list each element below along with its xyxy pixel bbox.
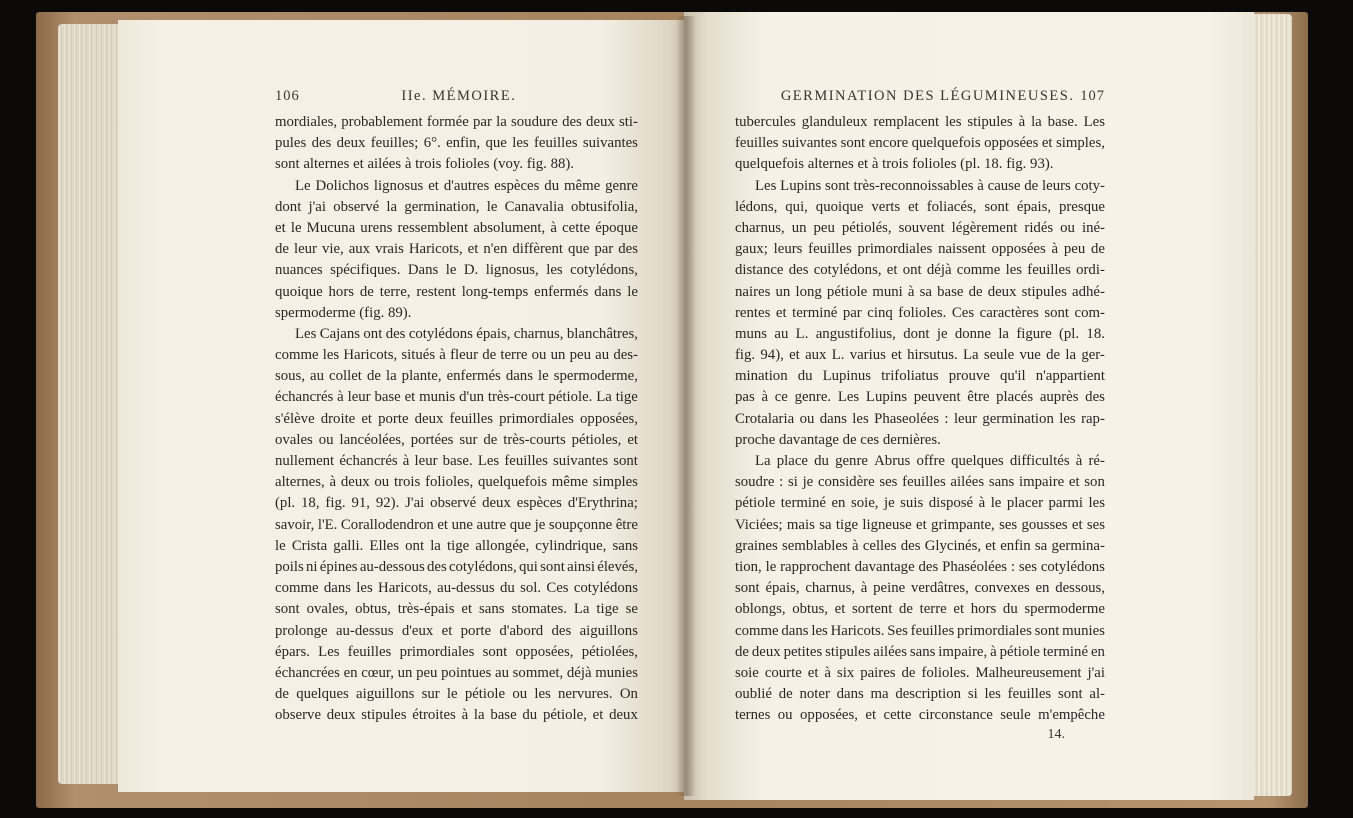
text-line: Les Cajans ont des cotylédons épais, charnus, blanchâtres, — [295, 325, 638, 342]
text-line: et le Mucuna urens ressemblent absolument, à cette époque — [275, 219, 638, 236]
text-line: La place du genre Abrus offre quelques difficultés à ré- — [755, 453, 1105, 469]
text-line: ternes ou opposées, et cette circonstance seule m'empêche — [735, 707, 1105, 724]
text-line: alternes, à deux ou trois folioles, quelquefois même simples — [275, 474, 638, 491]
signature-mark: 14. — [1047, 727, 1065, 743]
right-page-body — [735, 112, 1105, 726]
text-line: Crotalaria ou dans les Phaseolées : leur germination les rap- — [735, 410, 1105, 427]
right-page-header — [735, 88, 1105, 110]
text-line: tubercules glanduleux remplacent les stipules à la base. Les — [735, 114, 1105, 130]
text-line: Les Lupins sont très-reconnoissables à cause de leurs coty- — [755, 177, 1105, 194]
text-line: comme les Haricots, situés à fleur de terre ou un peu au des- — [275, 347, 638, 364]
text-line: oblongs, obtus, et sortent de terre et hors du spermoderme — [735, 601, 1105, 618]
running-title: GERMINATION DES LÉGUMINEUSES. — [780, 88, 1075, 104]
text-line: pas à ce genre. Les Lupins peuvent être placés auprès des — [735, 389, 1105, 406]
text-line: dont j'ai observé la germination, le Canavalia obtusifolia, — [275, 198, 638, 215]
text-line: lédons, qui, quoique verts et foliacés, sont épais, presque — [735, 198, 1105, 215]
text-line: spermoderme (fig. 89). — [275, 304, 412, 321]
text-line: poils ni épines au-dessous des cotylédons, qui sont ainsi élevés, — [275, 558, 638, 575]
text-line: comme dans les Haricots. Ses feuilles primordiales sont munies — [735, 622, 1105, 639]
text-line: savoir, l'E. Corallodendron et une autre que je soupçonne être — [275, 516, 638, 533]
text-line: quelquefois alternes et à trois folioles (pl. 18. fig. 93). — [735, 156, 1054, 173]
text-line: oublié de noter dans ma description si les feuilles sont al- — [735, 686, 1105, 703]
text-line: graines semblables à celles des Glycinés, et enfin sa germina- — [735, 537, 1105, 554]
text-line: (pl. 18, fig. 91, 92). J'ai observé deux espèces d'Erythrina; — [275, 495, 638, 512]
text-line: de deux petites stipules ailées sans impaire, à pétiole terminé en — [735, 643, 1105, 660]
text-line: de leur vie, aux vrais Haricots, et n'en diffèrent que par des — [275, 241, 638, 258]
page-edges-right — [1248, 14, 1292, 796]
text-line: quoique hors de terre, restent long-temps enfermés dans le — [275, 283, 638, 300]
text-line: le Crista galli. Elles ont la tige allongée, cylindrique, sans — [275, 537, 638, 554]
text-line: muns au L. angustifolius, dont je donne la figure (pl. 18. — [735, 325, 1105, 342]
text-line: comme dans les Haricots, au-dessus du sol. Ces cotylédons — [275, 580, 638, 597]
text-line: charnus, un peu pétiolés, souvent légèrement ridés ou iné- — [735, 219, 1105, 236]
text-line: proche davantage de ces dernières. — [735, 431, 941, 448]
text-line: nuances spécifiques. Dans le D. lignosus, les cotylédons, — [275, 262, 638, 279]
text-line: Viciées; mais sa tige ligneuse et grimpante, ses gousses et ses — [735, 516, 1105, 533]
text-line: échancrés à leur base et munis d'un très-court pétiole. La tige — [275, 389, 638, 406]
text-line: gaux; leurs feuilles primordiales naissent opposées à peu de — [735, 241, 1105, 258]
text-line: mordiales, probablement formée par la soudure des deux sti- — [275, 114, 638, 130]
text-line: pétiole terminé en soie, je suis disposé à le placer parmi les — [735, 495, 1105, 512]
left-page-header — [275, 88, 638, 110]
text-line: mination du Lupinus trifoliatus prouve qu'il n'appartient — [735, 368, 1105, 385]
text-line: feuilles suivantes sont encore quelquefois opposées et simples, — [735, 135, 1105, 152]
text-line: observe deux stipules étroites à la base du pétiole, et deux — [275, 707, 638, 724]
text-line: sont épais, charnus, à peine verdâtres, convexes en dessous, — [735, 580, 1105, 597]
text-line: prolonge au-dessus d'eux et porte d'abord des aiguillons — [275, 622, 638, 639]
text-line: Le Dolichos lignosus et d'autres espèces du même genre — [295, 177, 638, 194]
left-page-text — [275, 88, 638, 726]
text-line: tion, le rapprochent davantage des Phaséolées : ses cotylédons — [735, 558, 1105, 575]
text-line: sont alternes et ailées à trois folioles (voy. fig. 88). — [275, 156, 575, 173]
text-line: soudre : si je considère ses feuilles ailées sans impaire et son — [735, 474, 1105, 491]
text-line: sont ovales, obtus, très-épais et sans stomates. La tige se — [275, 601, 638, 618]
text-line: soie courte et à six paires de folioles. Malheureusement j'ai — [735, 664, 1105, 681]
text-line: fig. 94), et aux L. varius et hirsutus. La seule vue de la ger- — [735, 347, 1105, 364]
book-gutter — [676, 16, 696, 796]
text-line: épars. Les feuilles primordiales sont opposées, pétiolées, — [275, 643, 638, 660]
page-number: 106 — [275, 88, 300, 104]
text-line: sous, au collet de la plante, enfermés dans le spermoderme, — [275, 368, 638, 385]
running-title: IIe. MÉMOIRE. — [401, 88, 517, 104]
text-line: s'élève droite et porte deux feuilles primordiales opposées, — [275, 410, 638, 427]
right-page-text — [735, 88, 1105, 743]
text-line: de quelques aiguillons sur le pétiole ou les nervures. On — [275, 686, 638, 703]
text-line: échancrées en cœur, un peu pointues au sommet, déjà munies — [275, 664, 638, 681]
text-line: naires un long pétiole muni à sa base de deux stipules adhé- — [735, 283, 1105, 300]
text-line: ovales ou lancéolées, portées sur de très-courts pétioles, et — [275, 431, 638, 448]
text-line: nullement échancrés à leur base. Les feuilles suivantes sont — [275, 453, 638, 469]
text-line: distance des cotylédons, et ont déjà comme les feuilles ordi- — [735, 262, 1105, 279]
left-page-body — [275, 112, 638, 726]
text-line: rentes et terminé par cinq folioles. Ces caractères sont com- — [735, 304, 1105, 321]
page-number: 107 — [1080, 88, 1105, 104]
text-line: pules des deux feuilles; 6°. enfin, que les feuilles suivantes — [275, 135, 638, 152]
